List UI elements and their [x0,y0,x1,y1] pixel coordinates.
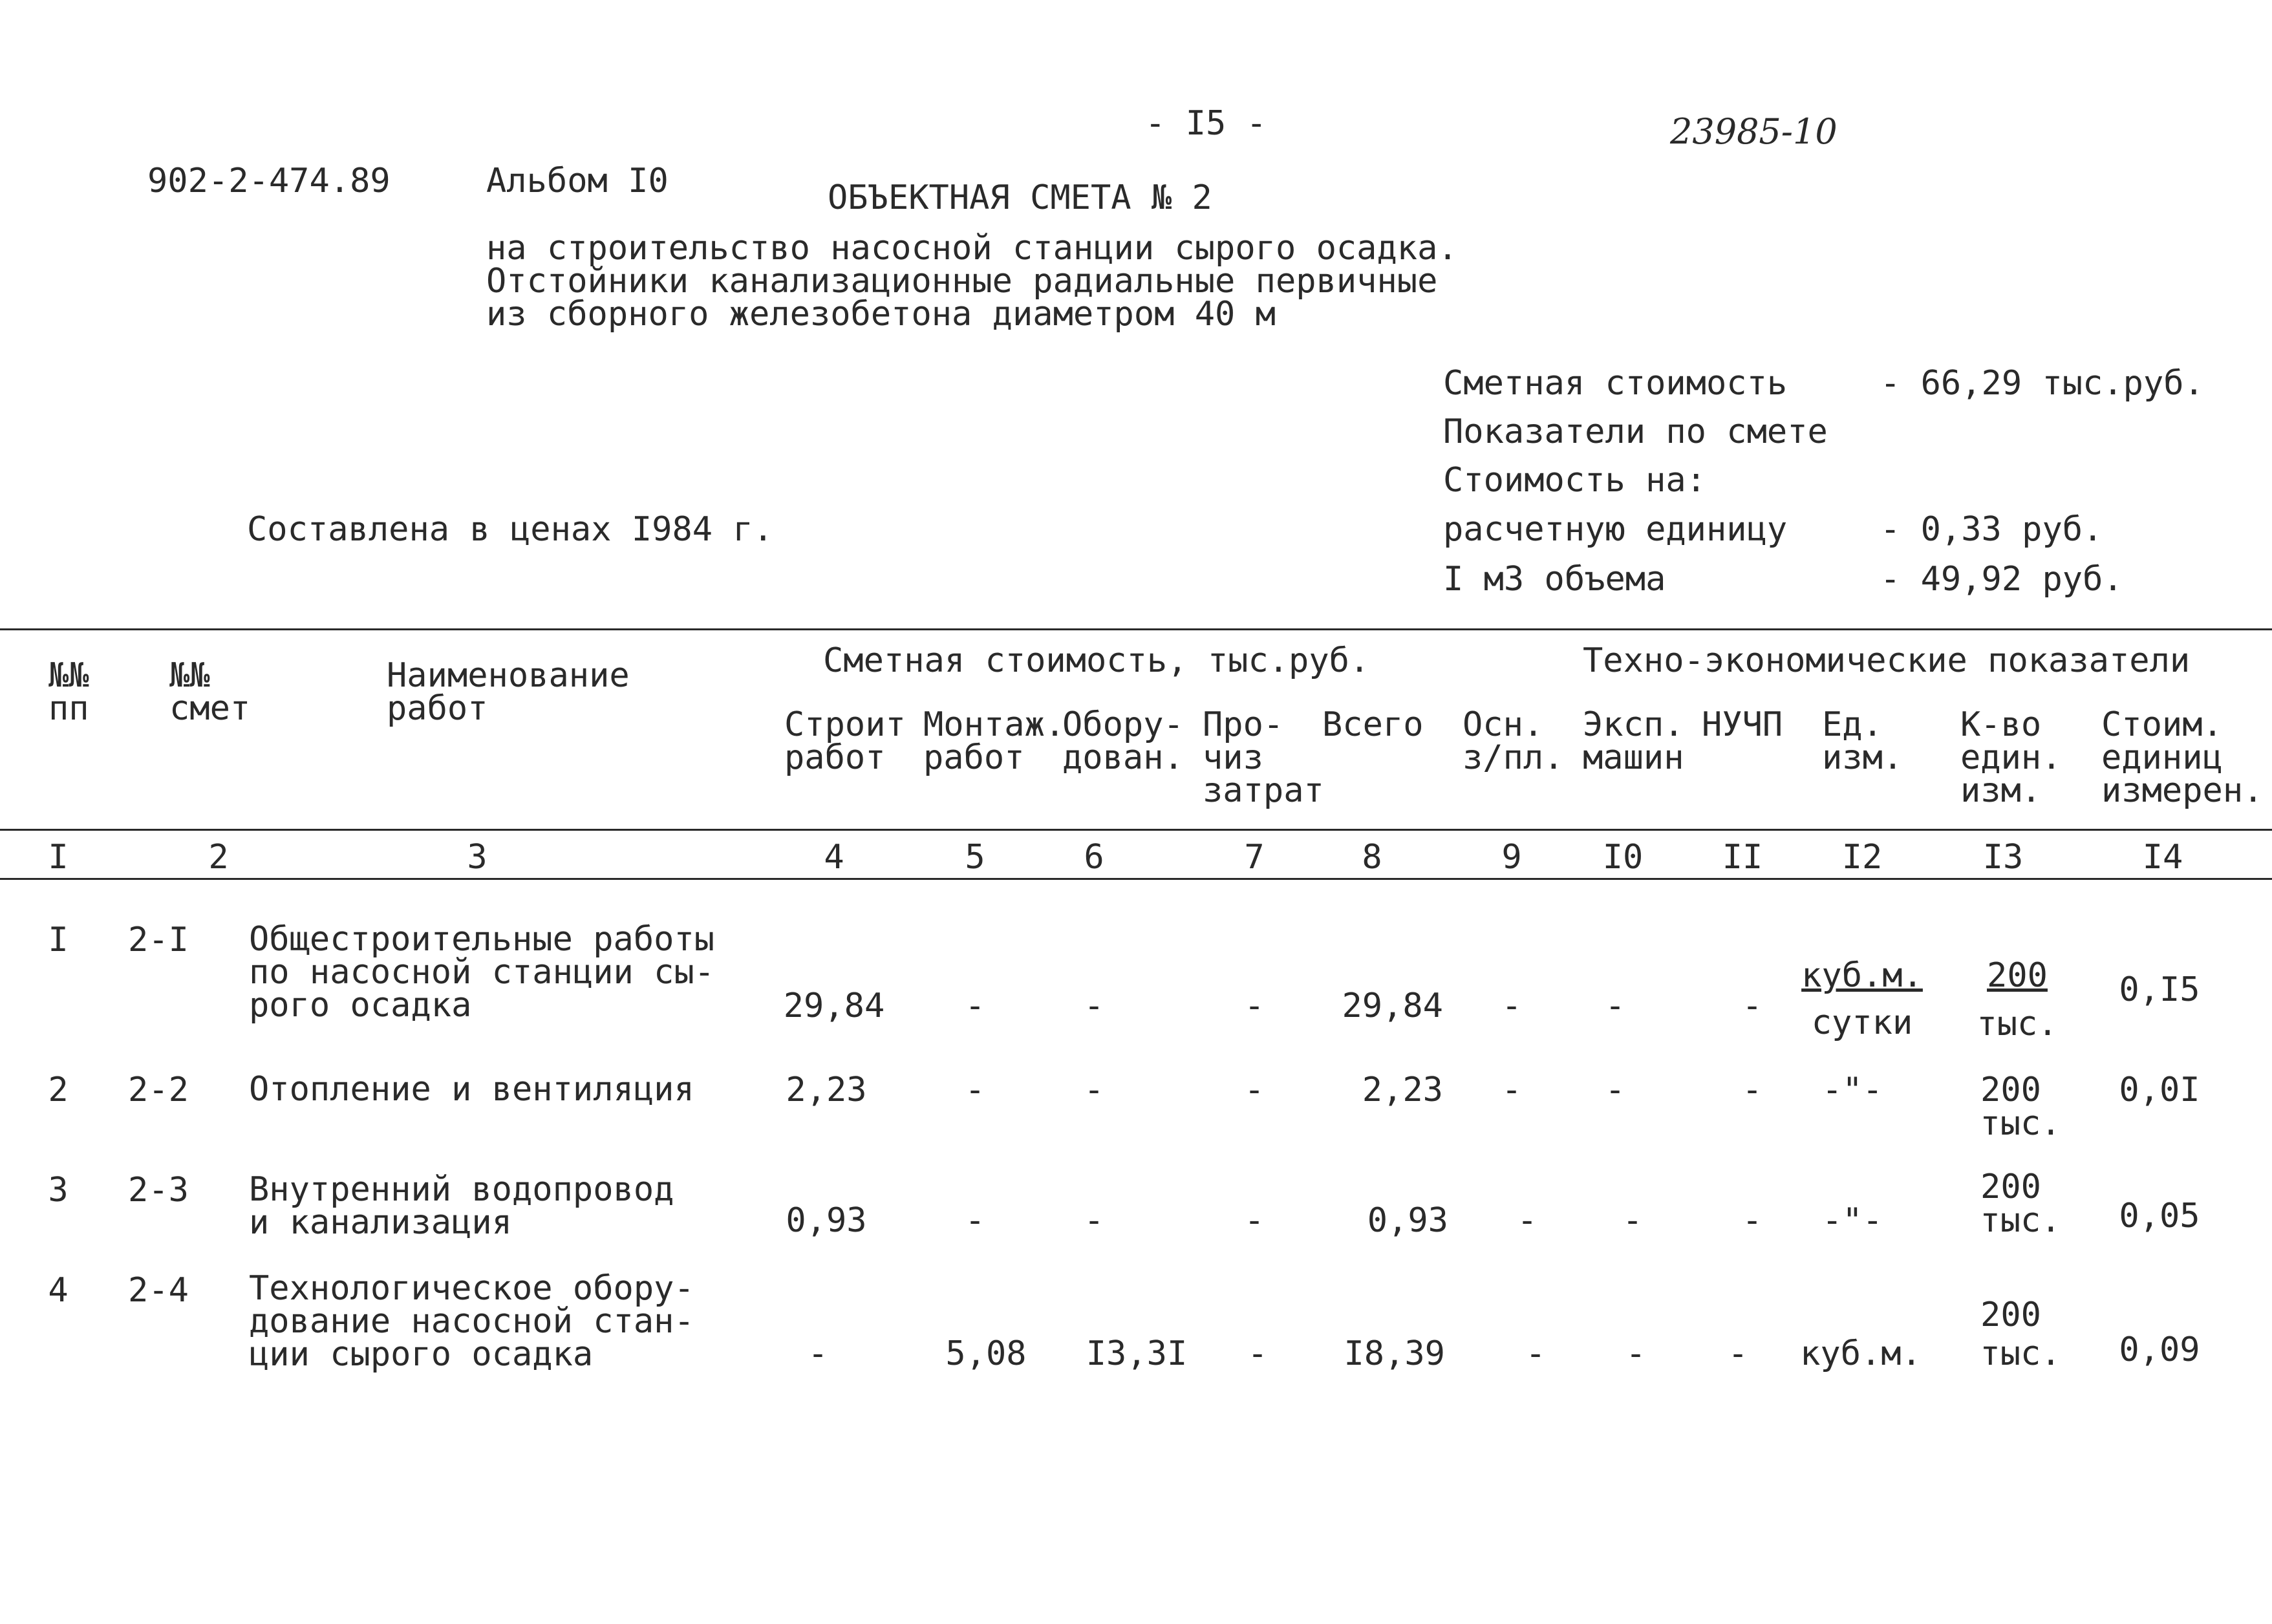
cost-group-header: Сметная стоимость, тыс.руб. [823,641,1370,680]
row-qty-unit: тыс. [1980,1104,2061,1143]
row-unit: куб.м. [1800,1334,1922,1373]
document-code: 23985-10 [1670,111,1838,152]
column-header-total: Всего [1322,705,1424,744]
column-header-unit: Ед. изм. [1822,705,1903,777]
column-number: 3 [467,838,488,877]
row-install: - [965,1201,985,1240]
column-number: 6 [1084,838,1104,877]
row-name: Отопление и вентиляция [249,1070,694,1109]
cost-per-label: Стоимость на: [1443,461,1706,500]
row-build: 29,84 [783,987,885,1025]
indicators-label: Показатели по смете [1443,412,1828,451]
estimated-cost-value: - 66,29 тыс.руб. [1880,364,2204,403]
column-number: I0 [1602,838,1644,877]
row-machines: - [1605,1071,1625,1109]
row-equip: - [1084,1201,1104,1240]
row-install: - [965,987,985,1025]
row-build: 2,23 [786,1071,867,1109]
document-title: ОБЪЕКТНАЯ СМЕТА № 2 [828,178,1212,217]
page-number: - I5 - [1145,104,1267,143]
row-name: Технологическое обору- дование насосной стан- ции сырого осадка [249,1269,694,1374]
column-header-other: Про- чиз затрат [1203,705,1324,810]
column-number: I3 [1982,838,2024,877]
table-top-rule [0,628,2272,630]
compiled-prices-note: Составлена в ценах I984 г. [247,510,773,549]
column-number: 8 [1362,838,1382,877]
row-machines: - [1622,1201,1643,1240]
row-build: - [808,1334,828,1373]
row-equip: - [1084,1071,1104,1109]
album-label: Альбом I0 [486,162,669,200]
row-build: 0,93 [786,1201,867,1240]
row-unit-cost: 0,I5 [2119,970,2200,1009]
row-total: 0,93 [1367,1201,1448,1240]
row-install: - [965,1071,985,1109]
row-machines: - [1605,987,1625,1025]
row-pp: I [48,921,69,959]
row-install: 5,08 [945,1334,1027,1373]
row-unit-numerator: куб.м. [1801,956,1923,995]
column-header-install: Монтаж. работ [923,705,1066,777]
row-qty-unit: тыс. [1980,1334,2061,1373]
row-smeta: 2-2 [128,1071,189,1109]
column-number: 7 [1244,838,1265,877]
row-equip: I3,3I [1086,1334,1188,1373]
column-header-smeta: №№ смет [169,656,251,728]
unit-cost-label: расчетную единицу [1443,510,1788,549]
row-smeta: 2-I [128,921,189,959]
column-header-name: Наименование работ [387,656,630,728]
row-qty: 200 [1980,1168,2041,1206]
column-header-machines: Эксп. машин [1583,705,1684,777]
document-subtitle: на строительство насосной станции сырого осадка. Отстойники канализационные радиальные первичные из сборного железобетона диаметром 40 м [486,229,1458,334]
table-numbering-rule [0,878,2272,880]
volume-cost-value: - 49,92 руб. [1880,560,2123,599]
tech-group-header: Техно-экономические показатели [1583,641,2191,680]
row-qty-unit: тыс. [1977,1005,2058,1043]
row-qty: 200 [1980,1296,2041,1334]
row-qty-unit: тыс. [1980,1201,2061,1240]
row-nuchp: - [1728,1334,1748,1373]
row-name: Внутренний водопровод и канализация [249,1170,674,1242]
row-pp: 4 [48,1271,69,1310]
volume-cost-label: I м3 объема [1443,560,1666,599]
row-smeta: 2-3 [128,1171,189,1210]
row-wages: - [1501,1071,1522,1109]
row-unit-cost: 0,0I [2119,1071,2200,1109]
row-wages: - [1501,987,1522,1025]
row-unit-denominator: сутки [1811,1003,1913,1042]
row-qty: 200 [1987,956,2048,995]
row-wages: - [1525,1334,1546,1373]
row-qty: 200 [1980,1071,2041,1109]
row-total: 2,23 [1362,1071,1443,1109]
column-number: 4 [824,838,844,877]
column-header-equip: Обору- дован. [1062,705,1184,777]
row-other: - [1244,987,1265,1025]
column-number: 5 [965,838,985,877]
row-total: 29,84 [1342,987,1443,1025]
unit-cost-value: - 0,33 руб. [1880,510,2103,549]
column-number: I2 [1841,838,1883,877]
row-machines: - [1625,1334,1646,1373]
column-header-wages: Осн. з/пл. [1463,705,1564,777]
row-nuchp: - [1742,1201,1763,1240]
row-name: Общестроительные работы по насосной станции сы- рого осадка [249,920,715,1025]
row-smeta: 2-4 [128,1271,189,1310]
row-unit-cost: 0,09 [2119,1330,2200,1369]
column-header-build: Строит работ [784,705,906,777]
row-other: - [1247,1334,1268,1373]
project-code: 902-2-474.89 [147,162,391,200]
row-other: - [1244,1071,1265,1109]
row-unit: -"- [1822,1201,1883,1240]
row-total: I8,39 [1344,1334,1445,1373]
row-pp: 2 [48,1071,69,1109]
estimated-cost-label: Сметная стоимость [1443,364,1788,403]
row-wages: - [1517,1201,1538,1240]
row-unit: -"- [1822,1071,1883,1109]
row-other: - [1244,1201,1265,1240]
row-nuchp: - [1742,987,1763,1025]
row-unit-cost: 0,05 [2119,1197,2200,1235]
column-number: I [48,838,69,877]
row-pp: 3 [48,1171,69,1210]
column-number: 2 [208,838,229,877]
row-equip: - [1084,987,1104,1025]
column-header-nuchp: НУЧП [1702,705,1783,744]
column-header-unit-cost: Стоим. единиц измерен. [2101,705,2264,810]
table-header-rule [0,829,2272,831]
column-header-pp: №№ пп [48,656,89,728]
row-nuchp: - [1742,1071,1763,1109]
column-number: II [1722,838,1763,877]
column-number: 9 [1501,838,1522,877]
column-header-qty: К-во един. изм. [1960,705,2062,810]
column-number: I4 [2142,838,2183,877]
